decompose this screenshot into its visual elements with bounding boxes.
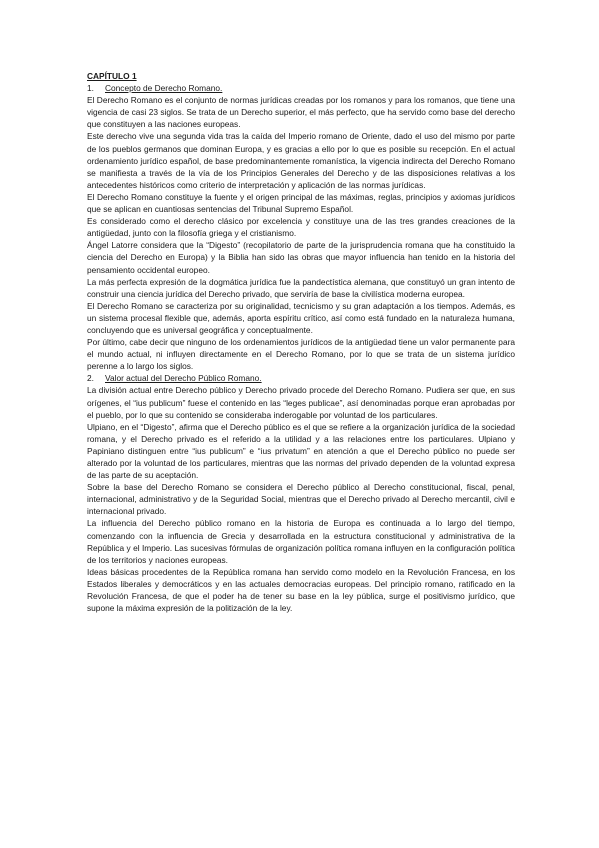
section-title: Concepto de Derecho Romano.	[105, 83, 223, 94]
paragraph: Ulpiano, en el “Digesto”, afirma que el Derecho público es el que se refiere a la organización jurídica de la sociedad romana, y el Derecho privado es el referido a la utilidad y a las relaciones entre los particulares. Ulpiano y Papiniano distinguen entre “ius publicum” e “ius privatum” en atención a que el Derecho público no puede ser alterado por la voluntad de los particulares, mientras que las normas del privado dependen de la voluntad expresa de las parte de su aceptación.	[87, 421, 515, 481]
section-title: Valor actual del Derecho Público Romano.	[105, 373, 262, 384]
section-number: 2.	[87, 373, 94, 384]
document-body	[87, 70, 515, 614]
paragraph: Por último, cabe decir que ninguno de los ordenamientos jurídicos de la antigüedad tiene un valor permanente para el mundo actual, ni influyen directamente en el Derecho Romano, por lo que se trata de un sistema jurídico perenne a lo largo los siglos.	[87, 337, 515, 372]
paragraph: Este derecho vive una segunda vida tras la caída del Imperio romano de Oriente, dado el uso del mismo por parte de los pueblos germanos que dominan Europa, y es gracias a ello por lo que es posible su recepción. En el actual ordenamiento jurídico español, de base predominantemente romanística, la vigencia indirecta del Derecho Romano se manifiesta a través de la vía de los Principios Generales del Derecho y de las disposiciones relativas a los antecedentes históricos como criterio de interpretación y aplicación de las normas jurídicas.	[87, 131, 515, 190]
paragraph: Ángel Latorre considera que la “Digesto” (recopilatorio de parte de la jurisprudencia romana que ha constituido la ciencia del Derecho en Europa) y la Biblia han sido las obras que mayor influencia han tenido en la historia del pensamiento occidental europeo.	[87, 240, 515, 275]
paragraph: El Derecho Romano se caracteriza por su originalidad, tecnicismo y su gran adaptación a los tiempos. Además, es un sistema procesal flexible que, además, aporta espíritu crítico, así como está fundado en la naturaleza humana, concluyendo que es universal geográfica y conceptualmente.	[87, 300, 515, 335]
paragraph: El Derecho Romano es el conjunto de normas jurídicas creadas por los romanos y para los romanos, que tiene una vigencia de casi 23 siglos. Se trata de un Derecho superior, el más perfecto, que ha servido como base del derecho que constituyen a las naciones europeas.	[87, 95, 515, 130]
paragraph: La división actual entre Derecho público y Derecho privado procede del Derecho Romano. Pudiera ser que, en sus orígenes, el “ius publicum” fuese el contenido en las “leges publicae”, así denominadas porque eran aprobadas por el pueblo, por lo que su contenido se consideraba inderogable por voluntad de los particulares.	[87, 385, 515, 420]
paragraph: Es considerado como el derecho clásico por excelencia y constituye una de las tres grandes creaciones de la antigüedad, junto con la filosofía griega y el cristianismo.	[87, 216, 515, 239]
section-number: 1.	[87, 83, 94, 94]
paragraph: El Derecho Romano constituye la fuente y el origen principal de las máximas, reglas, principios y axiomas jurídicos que se aplican en cuantiosas sentencias del Tribunal Supremo Español.	[87, 191, 515, 215]
chapter-title: CAPÍTULO 1	[87, 71, 137, 81]
section-heading	[87, 82, 515, 94]
paragraph: La más perfecta expresión de la dogmática jurídica fue la pandectística alemana, que constituyó un gran intento de construir una ciencia jurídica del Derecho privado, que serviría de base la civilística moderna europea.	[87, 276, 515, 299]
paragraph: Sobre la base del Derecho Romano se considera el Derecho público al Derecho constitucional, fiscal, penal, internacional, administrativo y de la Seguridad Social, mientras que el Derecho privado al Derecho mercantil, civil e internacional privado.	[87, 482, 515, 517]
section-heading	[87, 372, 515, 384]
paragraph: Ideas básicas procedentes de la República romana han servido como modelo en la Revolución Francesa, en los Estados liberales y democráticos y en las actuales democracias europeas. Del principio romano, ratificado en la Revolución Francesa, de que el poder ha de tener su base en la ley pública, surge el positivismo jurídico, que supone la máxima expresión de la politización de la ley.	[87, 566, 515, 614]
paragraph: La influencia del Derecho público romano en la historia de Europa es continuada a lo largo del tiempo, comenzando con la influencia de Grecia y desarrollada en la estructura constitucional y administrativa de la República y el Imperio. Las sucesivas fórmulas de organización política romana influyen en la configuración política de los territorios y naciones europeas.	[87, 518, 515, 565]
